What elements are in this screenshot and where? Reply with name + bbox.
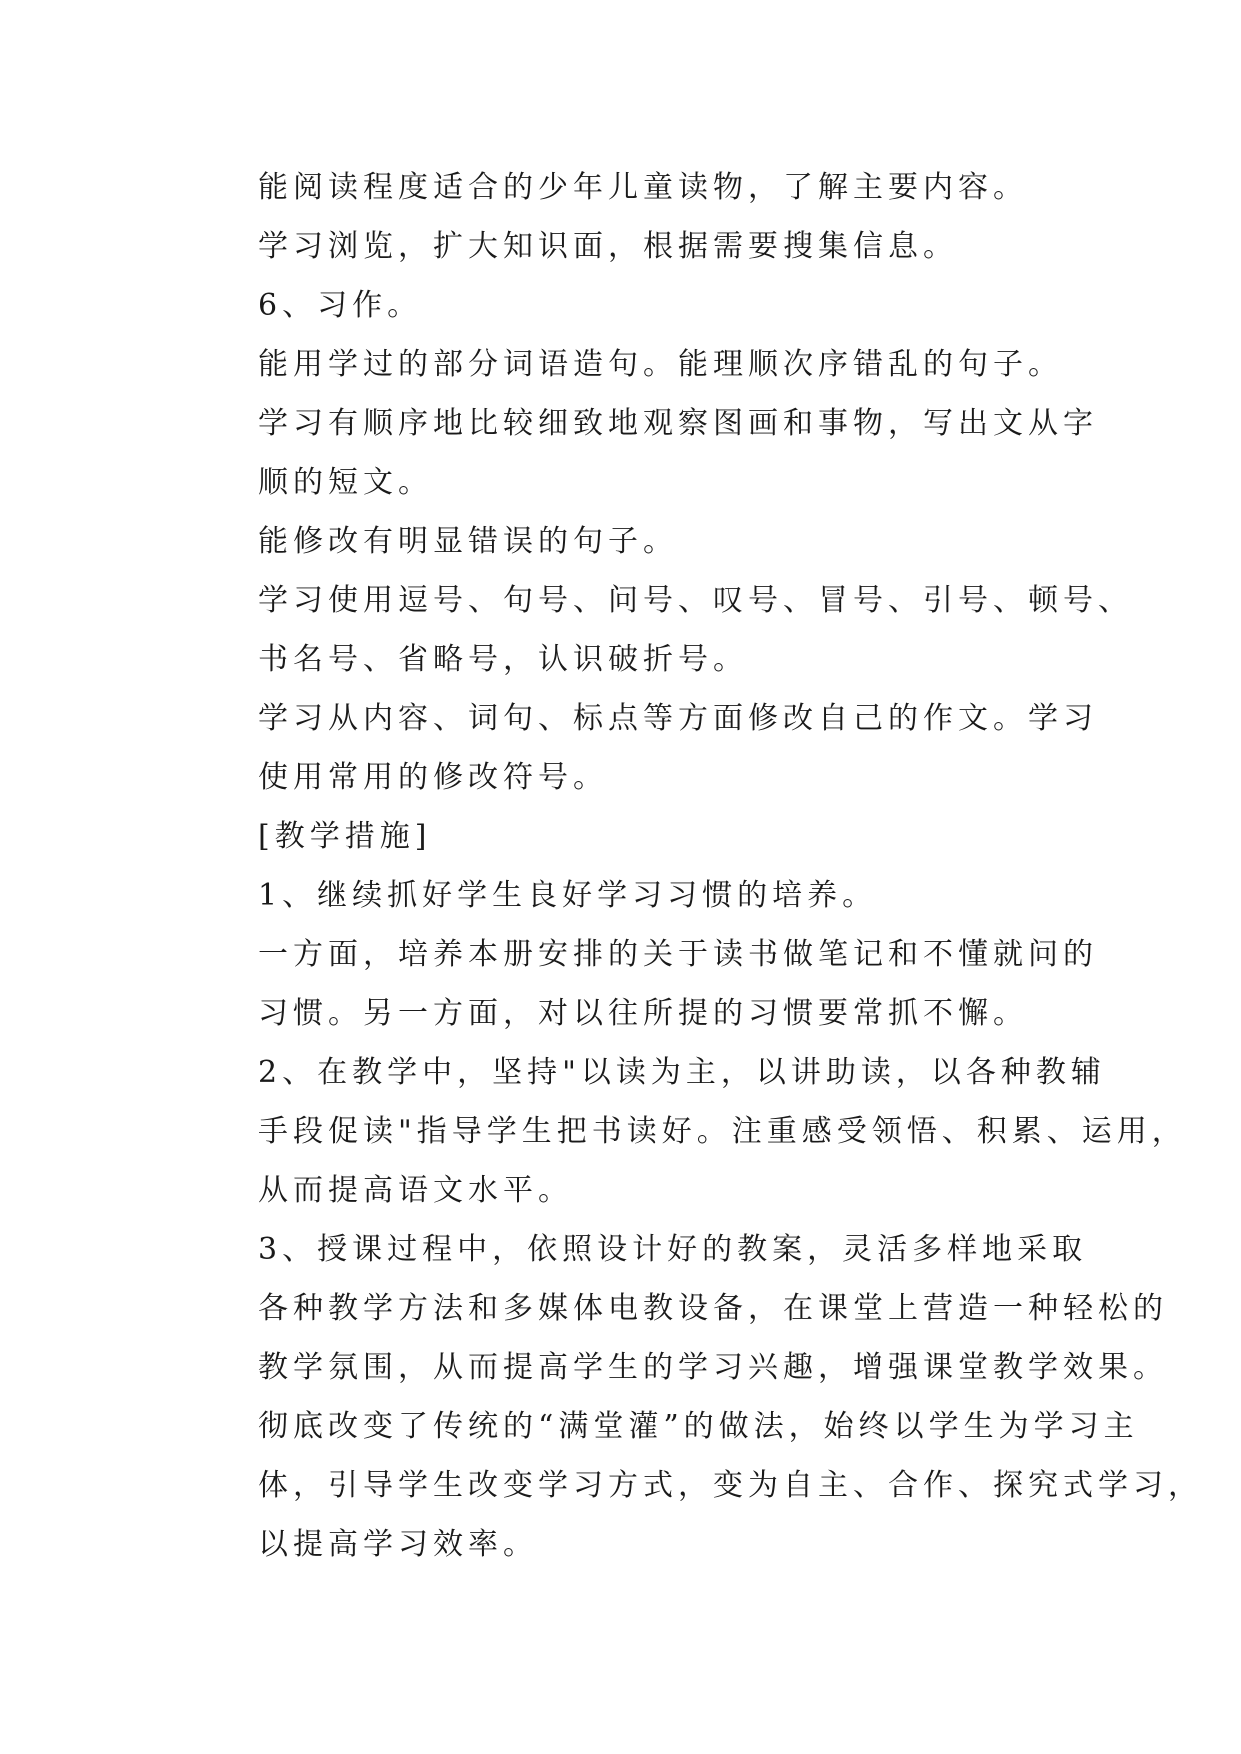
body-paragraph [192,1043,1187,1220]
text-line: 6、习作。 [258,288,423,323]
text-line: 教学氛围，从而提高学生的学习兴趣，增强课堂教学效果。 [258,1350,1168,1385]
text-line: 能用学过的部分词语造句。能理顺次序错乱的句子。 [258,347,1063,382]
body-paragraph [192,158,1052,217]
body-paragraph [192,276,1052,335]
text-line: 从而提高语文水平。 [258,1173,573,1208]
text-line: 以提高学习效率。 [258,1527,538,1562]
text-line: 顺的短文。 [258,465,433,500]
text-line: 能阅读程度适合的少年儿童读物，了解主要内容。 [258,170,1028,205]
body-paragraph [192,335,1063,394]
text-line: 学习浏览，扩大知识面，根据需要搜集信息。 [258,229,958,264]
text-line: 学习使用逗号、句号、问号、叹号、冒号、引号、顿号、 [258,583,1133,618]
document-body [192,158,1203,1574]
text-line: 使用常用的修改符号。 [258,760,608,795]
text-line: [教学措施] [258,819,432,854]
body-paragraph [192,807,1052,866]
text-line: 体，引导学生改变学习方式，变为自主、合作、探究式学习， [258,1468,1203,1503]
text-line: 1、继续抓好学生良好学习习惯的培养。 [258,878,878,913]
body-paragraph [192,925,1098,1043]
text-line: 手段促读"指导学生把书读好。注重感受领悟、积累、运用， [258,1114,1187,1149]
body-paragraph [192,1220,1203,1574]
text-line: 一方面，培养本册安排的关于读书做笔记和不懂就问的 [258,937,1098,972]
text-line: 3、授课过程中，依照设计好的教案，灵活多样地采取 [258,1232,1088,1267]
text-line: 能修改有明显错误的句子。 [258,524,678,559]
body-paragraph [192,394,1098,512]
body-paragraph [192,512,1052,571]
text-line: 各种教学方法和多媒体电教设备，在课堂上营造一种轻松的 [258,1291,1168,1326]
text-line: 习惯。另一方面，对以往所提的习惯要常抓不懈。 [258,996,1028,1031]
body-paragraph [192,217,1052,276]
body-paragraph [192,689,1098,807]
text-line: 书名号、省略号，认识破折号。 [258,642,748,677]
text-line: 学习有顺序地比较细致地观察图画和事物，写出文从字 [258,406,1098,441]
body-paragraph [192,571,1133,689]
text-line: 彻底改变了传统的“满堂灌”的做法，始终以学生为学习主 [258,1409,1139,1444]
body-paragraph [192,866,1052,925]
text-line: 2、在教学中，坚持"以读为主，以讲助读，以各种教辅 [258,1055,1106,1090]
text-line: 学习从内容、词句、标点等方面修改自己的作文。学习 [258,701,1098,736]
